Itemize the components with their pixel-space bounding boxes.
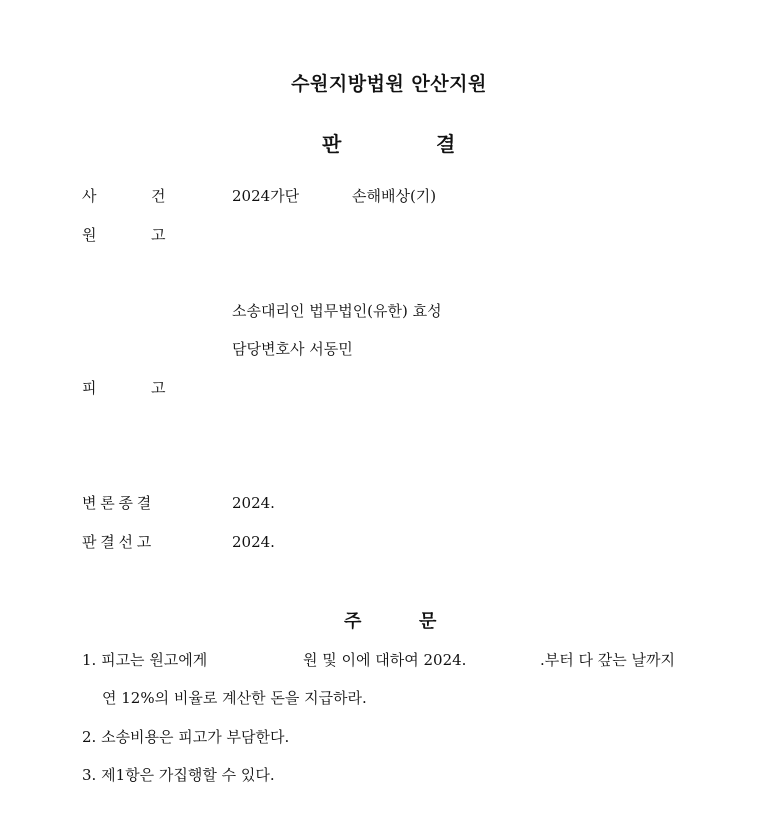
order-heading-char-2: 문 (419, 611, 437, 632)
plaintiff-lawyer: 담당변호사 서동민 (232, 340, 353, 358)
plaintiff-label-char-1: 원 (82, 226, 97, 244)
order-item-1-part-c: .부터 다 갚는 날까지 (540, 651, 675, 669)
defendant-label-char-2: 고 (151, 379, 166, 397)
order-item-1-continued: 연 12%의 비율로 계산한 돈을 지급하라. (102, 689, 367, 707)
order-heading-char-1: 주 (344, 611, 362, 632)
court-name: 수원지방법원 안산지원 (291, 73, 487, 95)
case-label-char-1: 사 (82, 187, 97, 205)
order-item-1-part-b: 원 및 이에 대하여 2024. (303, 651, 467, 669)
case-name: 손해배상(기) (352, 187, 437, 205)
case-label-char-2: 건 (151, 187, 166, 205)
order-item-2: 2. 소송비용은 피고가 부담한다. (82, 728, 290, 746)
order-item-3: 3. 제1항은 가집행할 수 있다. (82, 766, 275, 784)
defendant-label-char-1: 피 (82, 379, 97, 397)
closing-date: 2024. (232, 494, 275, 512)
plaintiff-label-char-2: 고 (151, 226, 166, 244)
closing-label: 변 론 종 결 (82, 494, 151, 512)
verdict-date: 2024. (232, 533, 275, 551)
title-char-1: 판 (322, 132, 342, 156)
order-item-1-part-a: 1. 피고는 원고에게 (82, 651, 208, 669)
case-number: 2024가단 (232, 187, 300, 205)
plaintiff-counsel: 소송대리인 법무법인(유한) 효성 (232, 302, 442, 320)
verdict-label: 판 결 선 고 (82, 533, 151, 551)
title-char-2: 결 (436, 132, 456, 156)
